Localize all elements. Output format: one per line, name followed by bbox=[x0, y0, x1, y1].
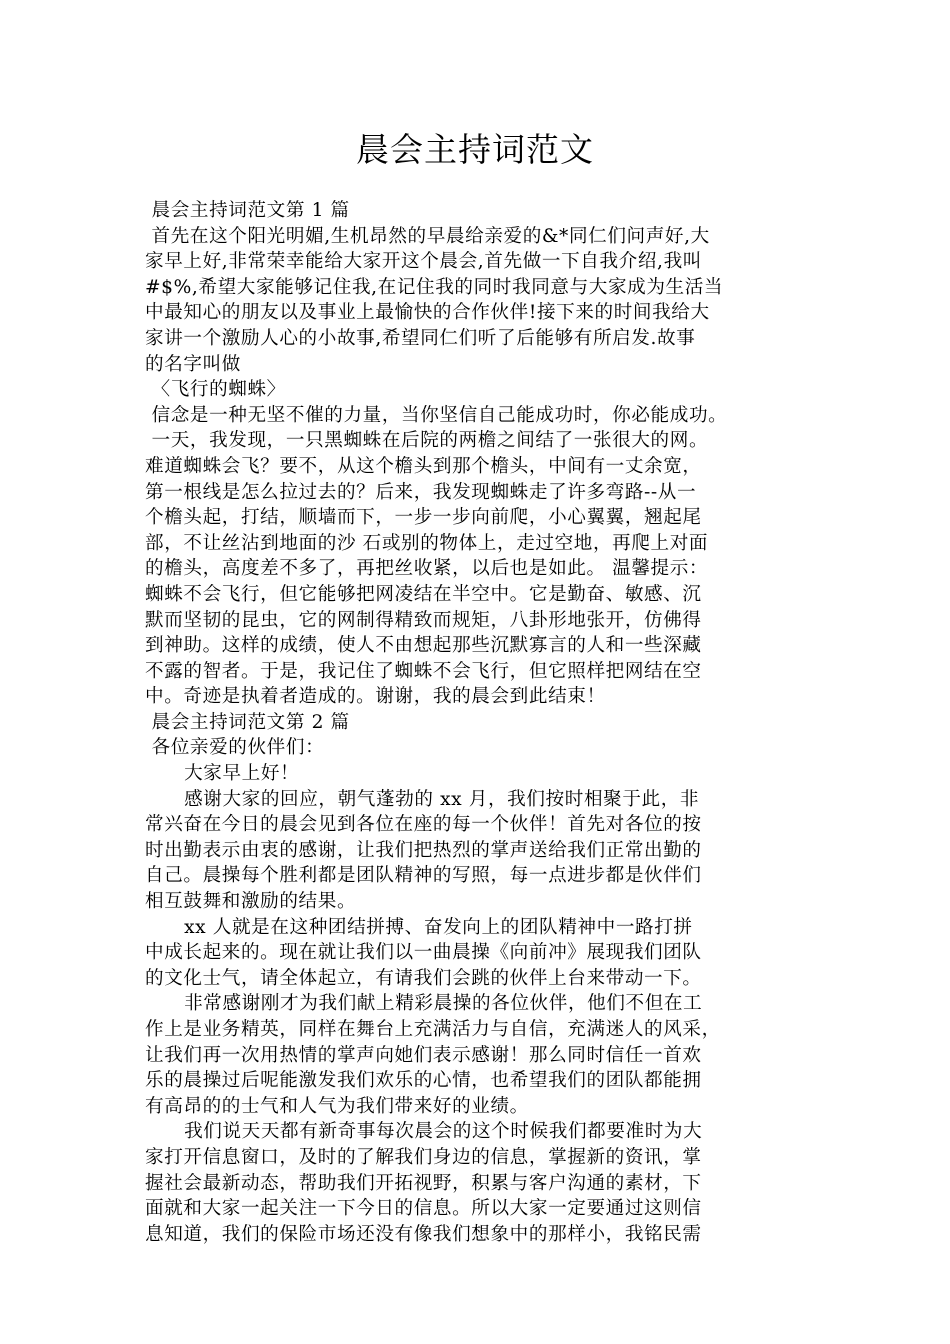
text-line: 常兴奋在今日的晨会见到各位在座的每一个伙伴！首先对各位的按 bbox=[145, 814, 702, 836]
text-line: 家讲一个激励人心的小故事,希望同仁们听了后能够有所启发.故事 bbox=[145, 327, 696, 349]
text-line: xx 人就是在这种团结拼搏、奋发向上的团队精神中一路打拼 bbox=[145, 916, 693, 938]
text-line: 作上是业务精英，同样在舞台上充满活力与自信，充满迷人的风采， bbox=[145, 1019, 721, 1040]
text-line: 〈飞行的蜘蛛〉 bbox=[145, 379, 286, 401]
text-line: 蜘蛛不会飞行，但它能够把网凌结在半空中。它是勤奋、敏感、沉 bbox=[145, 583, 702, 605]
text-line: 相互鼓舞和激励的结果。 bbox=[145, 891, 357, 913]
text-line: 默而坚韧的昆虫，它的网制得精致而规矩，八卦形地张开，仿佛得 bbox=[145, 609, 702, 631]
text-line: 部，不让丝沾到地面的沙 石或别的物体上，走过空地，再爬上对面 bbox=[145, 532, 709, 554]
text-line: 感谢大家的回应，朝气蓬勃的 xx 月，我们按时相聚于此，非 bbox=[145, 788, 700, 810]
text-line: 大家早上好！ bbox=[145, 763, 300, 785]
text-line: 中成长起来的。现在就让我们以一曲晨操《向前冲》展现我们团队 bbox=[145, 942, 702, 964]
text-line: 有高昂的的士气和人气为我们带来好的业绩。 bbox=[145, 1095, 529, 1117]
text-line: 自己。晨操每个胜利都是团队精神的写照，每一点进步都是伙伴们 bbox=[145, 865, 702, 887]
text-line: 我们说天天都有新奇事每次晨会的这个时候我们都要准时为大 bbox=[145, 1121, 703, 1143]
text-line: 晨会主持词范文第 2 篇 bbox=[145, 711, 350, 733]
document-title: 晨会主持词范文 bbox=[356, 130, 594, 169]
text-line: 握社会最新动态，帮助我们开拓视野，积累与客户沟通的素材，下 bbox=[145, 1172, 702, 1194]
text-line: 一天，我发现，一只黑蜘蛛在后院的两檐之间结了一张很大的网。 bbox=[145, 430, 709, 452]
text-line: 不露的智者。于是，我记住了蜘蛛不会飞行，但它照样把网结在空 bbox=[145, 660, 702, 682]
text-line: 各位亲爱的伙伴们： bbox=[145, 737, 325, 759]
text-line: 难道蜘蛛会飞？要不，从这个檐头到那个檐头，中间有一丈余宽， bbox=[145, 455, 702, 477]
text-line: #$%,希望大家能够记住我,在记住我的同时我同意与大家成为生活当 bbox=[145, 276, 724, 298]
text-line: 息知道，我们的保险市场还没有像我们想象中的那样小，我铭民需 bbox=[145, 1223, 702, 1245]
text-line: 到神助。这样的成绩，使人不由想起那些沉默寡言的人和一些深藏 bbox=[145, 635, 702, 657]
text-line: 中最知心的朋友以及事业上最愉快的合作伙伴!接下来的时间我给大 bbox=[145, 302, 710, 324]
text-line: 让我们再一次用热情的掌声向她们表示感谢！那么同时信任一首欢 bbox=[145, 1044, 702, 1066]
text-line: 时出勤表示由衷的感谢，让我们把热烈的掌声送给我们正常出勤的 bbox=[145, 839, 702, 861]
text-line: 个檐头起，打结，顺墙而下，一步一步向前爬，小心翼翼，翘起尾 bbox=[145, 507, 702, 529]
text-line: 的文化士气，请全体起立，有请我们会跳的伙伴上台来带动一下。 bbox=[145, 967, 702, 989]
text-line: 家打开信息窗口，及时的了解我们身边的信息，掌握新的资讯，掌 bbox=[145, 1146, 702, 1168]
text-line: 第一根线是怎么拉过去的？后来，我发现蜘蛛走了许多弯路--从一 bbox=[145, 481, 697, 503]
text-line: 中。奇迹是执着者造成的。谢谢，我的晨会到此结束！ bbox=[145, 686, 606, 708]
document-body bbox=[145, 198, 810, 1247]
text-line: 乐的晨操过后呢能激发我们欢乐的心情，也希望我们的团队都能拥 bbox=[145, 1070, 702, 1092]
text-line: 面就和大家一起关注一下今日的信息。所以大家一定要通过这则信 bbox=[145, 1198, 702, 1220]
text-line: 的名字叫做 bbox=[145, 353, 241, 375]
text-line: 家早上好,非常荣幸能给大家开这个晨会,首先做一下自我介绍,我叫 bbox=[145, 251, 702, 273]
text-line: 非常感谢刚才为我们献上精彩晨操的各位伙伴，他们不但在工 bbox=[145, 993, 703, 1015]
text-line: 的檐头，高度差不多了，再把丝收紧，以后也是如此。 温馨提示： bbox=[145, 558, 709, 580]
text-line: 信念是一种无坚不催的力量，当你坚信自己能成功时，你必能成功。 bbox=[145, 404, 728, 426]
text-line: 首先在这个阳光明媚,生机昂然的早晨给亲爱的&*同仁们问声好,大 bbox=[145, 225, 710, 247]
text-line: 晨会主持词范文第 1 篇 bbox=[145, 200, 350, 221]
